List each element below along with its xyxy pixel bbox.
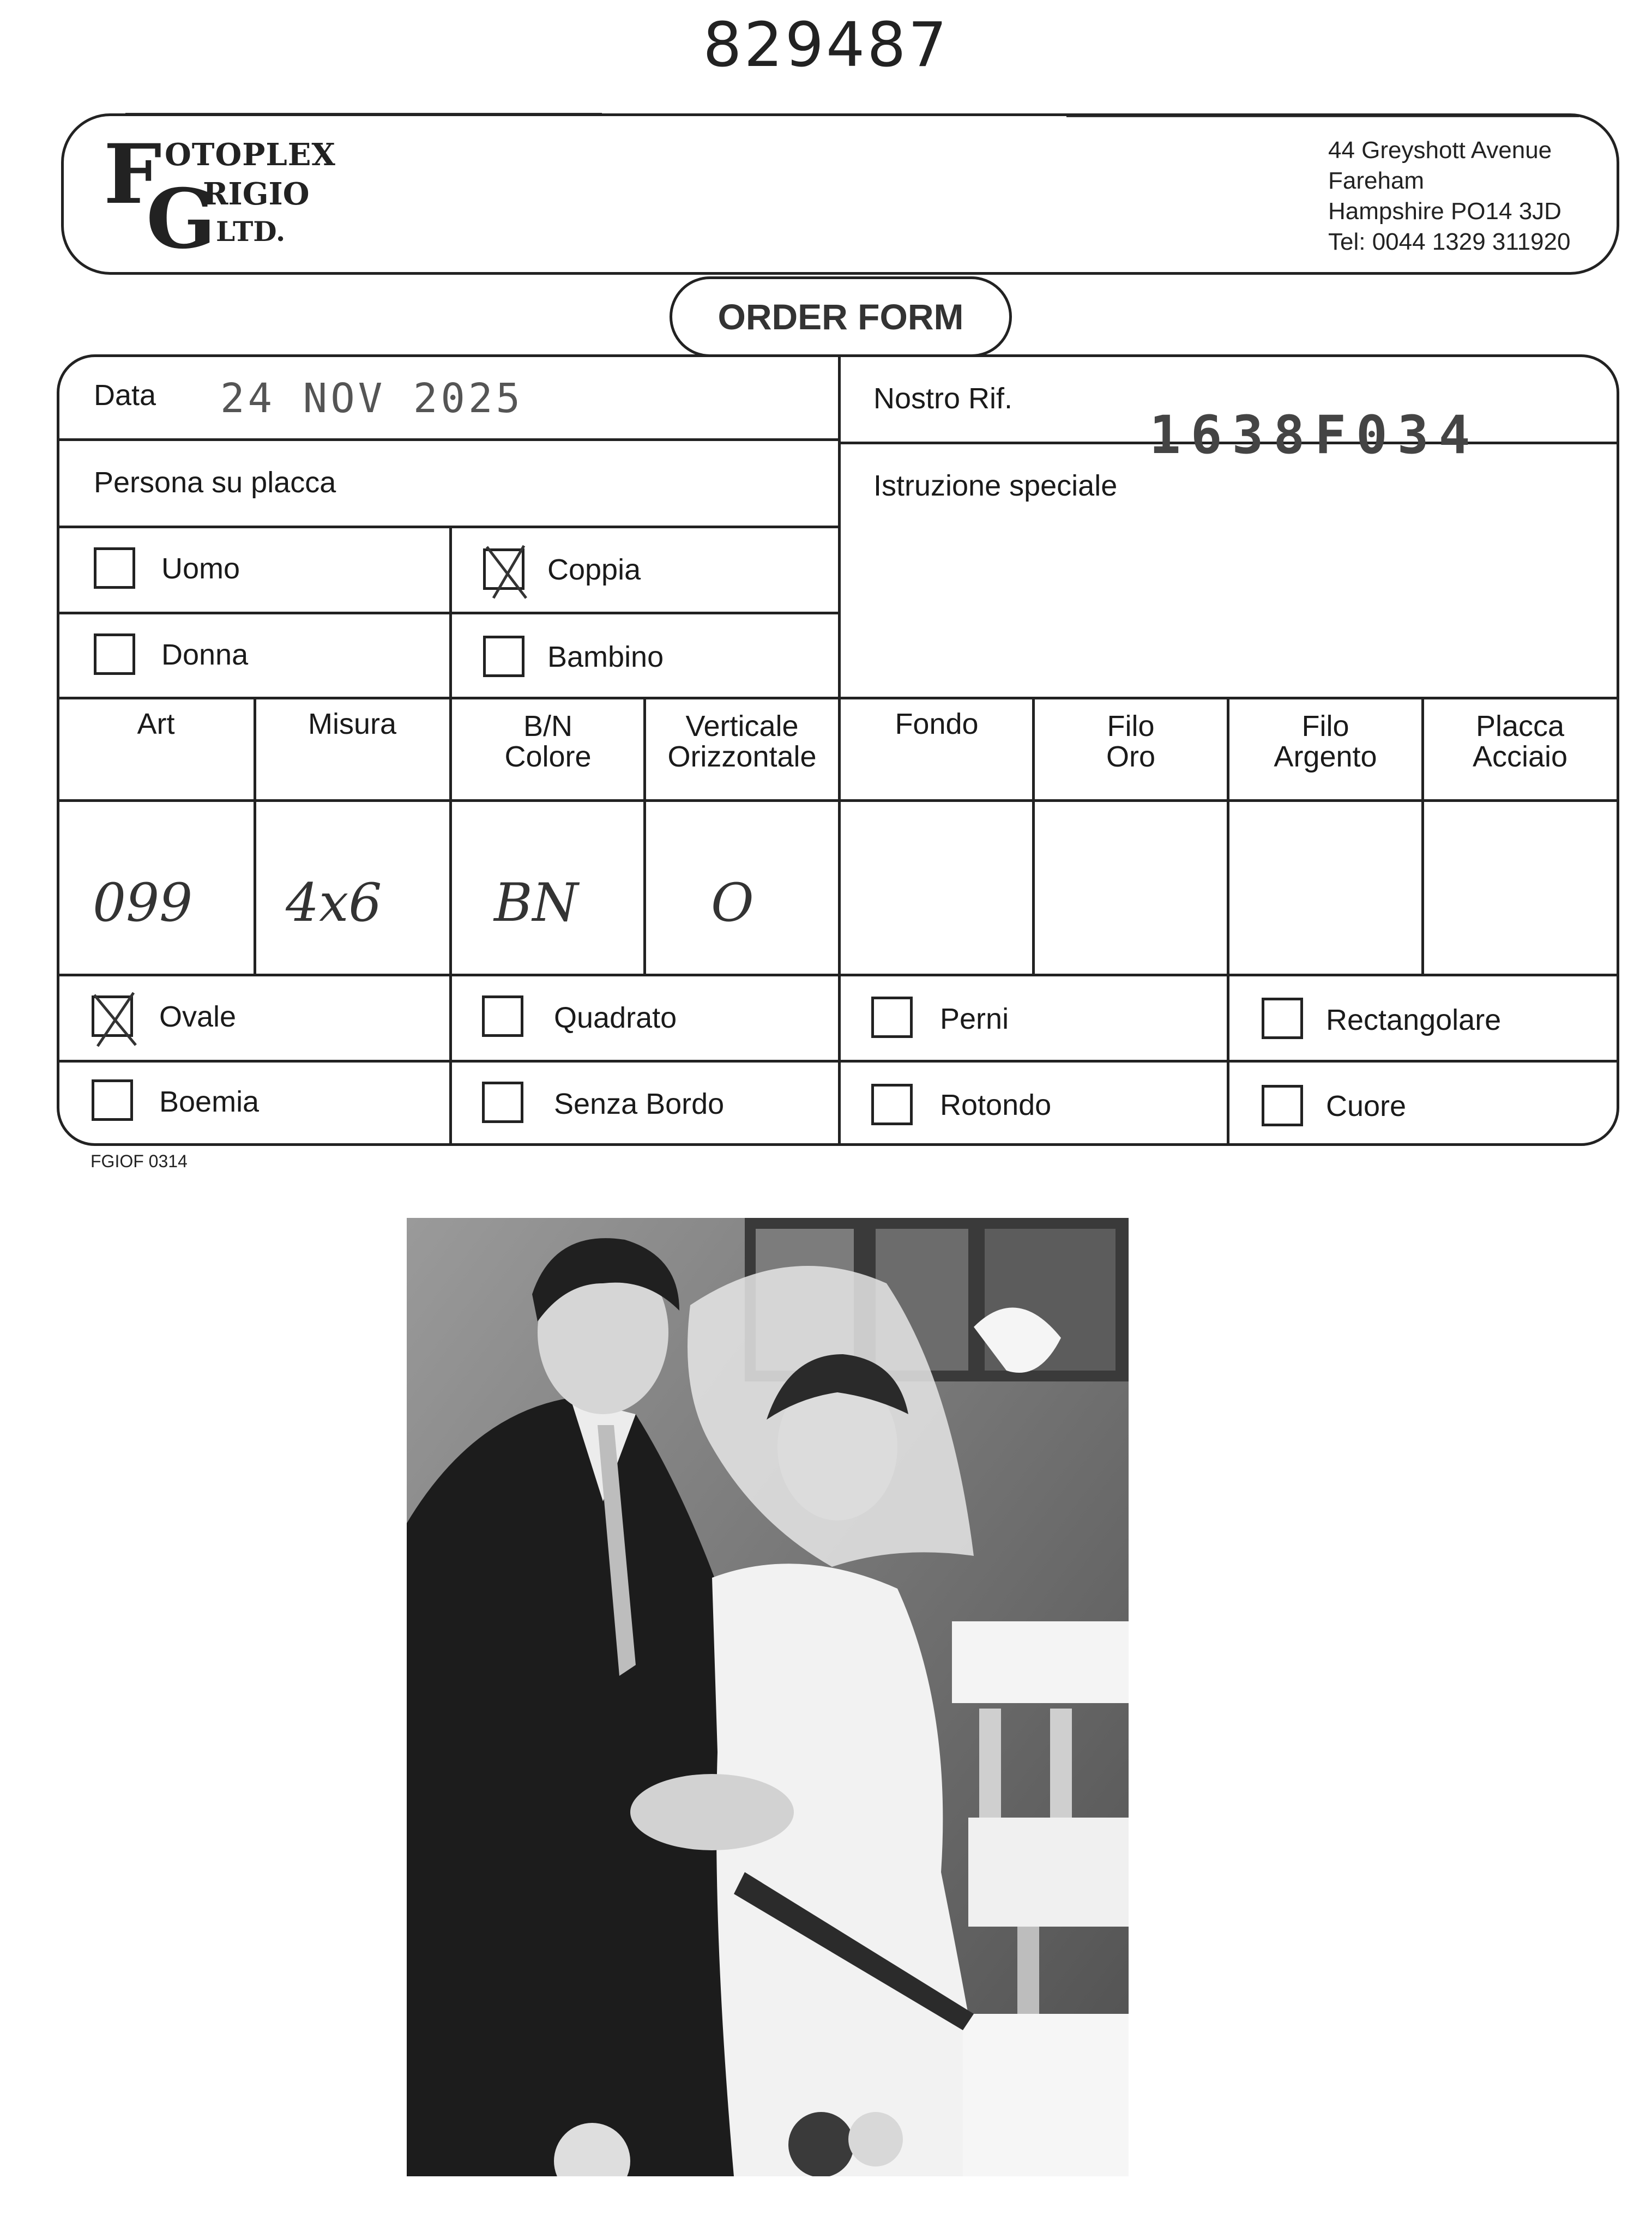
table-header-cell: [59, 709, 253, 739]
table-header-line: Acciaio: [1472, 740, 1568, 773]
table-header-line: Misura: [308, 708, 397, 740]
istruzione-label: Istruzione speciale: [873, 469, 1118, 502]
table-header-line: Argento: [1274, 740, 1377, 773]
table-header-line: Placca: [1475, 710, 1565, 743]
table-header-line: Colore: [504, 740, 592, 773]
checkbox-uomo[interactable]: [94, 547, 135, 589]
date-stamp: 24 NOV 2025: [220, 375, 524, 422]
checkbox-rectangolare[interactable]: [1262, 998, 1303, 1039]
option-label: Donna: [161, 638, 249, 671]
table-header-line: Oro: [1106, 740, 1156, 773]
option-label: Bambino: [547, 641, 664, 673]
checkbox-quadrato[interactable]: [482, 995, 523, 1037]
table-header-line: Filo: [1301, 710, 1349, 743]
value-orientation: O: [711, 872, 754, 933]
option-label: Boemia: [159, 1085, 260, 1118]
address-line: Fareham: [1328, 167, 1425, 194]
option-label: Rotondo: [940, 1089, 1052, 1121]
checkbox-boemia[interactable]: [92, 1079, 133, 1121]
table-header-line: Art: [137, 708, 175, 740]
table-header-cell: [1034, 711, 1228, 772]
check-mark-icon: [90, 991, 140, 1047]
wedding-photo: [407, 1218, 1129, 2176]
logo-initial-g: G: [146, 171, 216, 267]
logo-initial-f: F: [104, 126, 162, 222]
check-mark-icon: [481, 544, 532, 600]
value-misura: 4x6: [286, 872, 382, 933]
checkbox-perni[interactable]: [871, 997, 913, 1038]
divider: [59, 438, 840, 441]
option-label: Ovale: [159, 1000, 237, 1033]
option-label: Coppia: [547, 553, 641, 586]
logo-word-1: OTOPLEX: [165, 137, 336, 173]
option-label: Rectangolare: [1326, 1004, 1502, 1036]
option-label: Cuore: [1326, 1090, 1407, 1122]
table-header-line: Verticale: [685, 710, 799, 743]
table-header-cell: [840, 709, 1034, 739]
address-line: Tel: 0044 1329 311920: [1328, 228, 1571, 255]
form-title: ORDER FORM: [670, 276, 1012, 357]
logo-word-3: LTD.: [216, 215, 286, 248]
checkbox-senza-bordo[interactable]: [482, 1082, 523, 1123]
checkbox-rotondo[interactable]: [871, 1084, 913, 1125]
table-header-cell: [255, 709, 449, 739]
table-header-line: B/N: [523, 710, 573, 743]
table-header-cell: [451, 711, 645, 772]
option-label: Uomo: [161, 552, 240, 585]
table-header-cell: [1423, 711, 1617, 772]
company-logo: [104, 126, 336, 267]
form-code: FGIOF 0314: [91, 1151, 188, 1171]
table-header-cell: [1228, 711, 1422, 772]
table-header-line: Fondo: [895, 708, 979, 740]
checkbox-cuore[interactable]: [1262, 1085, 1303, 1126]
photo-illustration: [407, 1218, 1129, 2176]
checkbox-ovale[interactable]: [92, 995, 133, 1037]
divider: [449, 527, 452, 698]
value-bn-colore: BN: [494, 872, 578, 933]
data-label: Data: [94, 379, 156, 412]
table-header-line: Filo: [1107, 710, 1155, 743]
checkbox-coppia[interactable]: [483, 548, 524, 590]
table-header-cell: [645, 711, 839, 772]
table-header-line: Orizzontale: [667, 740, 817, 773]
company-address: [1328, 135, 1612, 257]
value-art: 099: [93, 872, 193, 933]
checkbox-donna[interactable]: [94, 633, 135, 675]
logo-word-2: RIGIO: [203, 176, 310, 212]
option-label: Perni: [940, 1003, 1009, 1035]
reference-stamp: 1638F034: [1149, 405, 1480, 466]
nostro-rif-label: Nostro Rif.: [873, 382, 1013, 415]
persona-label: Persona su placca: [94, 466, 336, 499]
option-label: Senza Bordo: [554, 1088, 725, 1120]
option-label: Quadrato: [554, 1001, 677, 1034]
address-line: Hampshire PO14 3JD: [1328, 198, 1561, 225]
order-number: 829487: [703, 10, 949, 81]
checkbox-bambino[interactable]: [483, 636, 524, 677]
address-line: 44 Greyshott Avenue: [1328, 137, 1552, 164]
